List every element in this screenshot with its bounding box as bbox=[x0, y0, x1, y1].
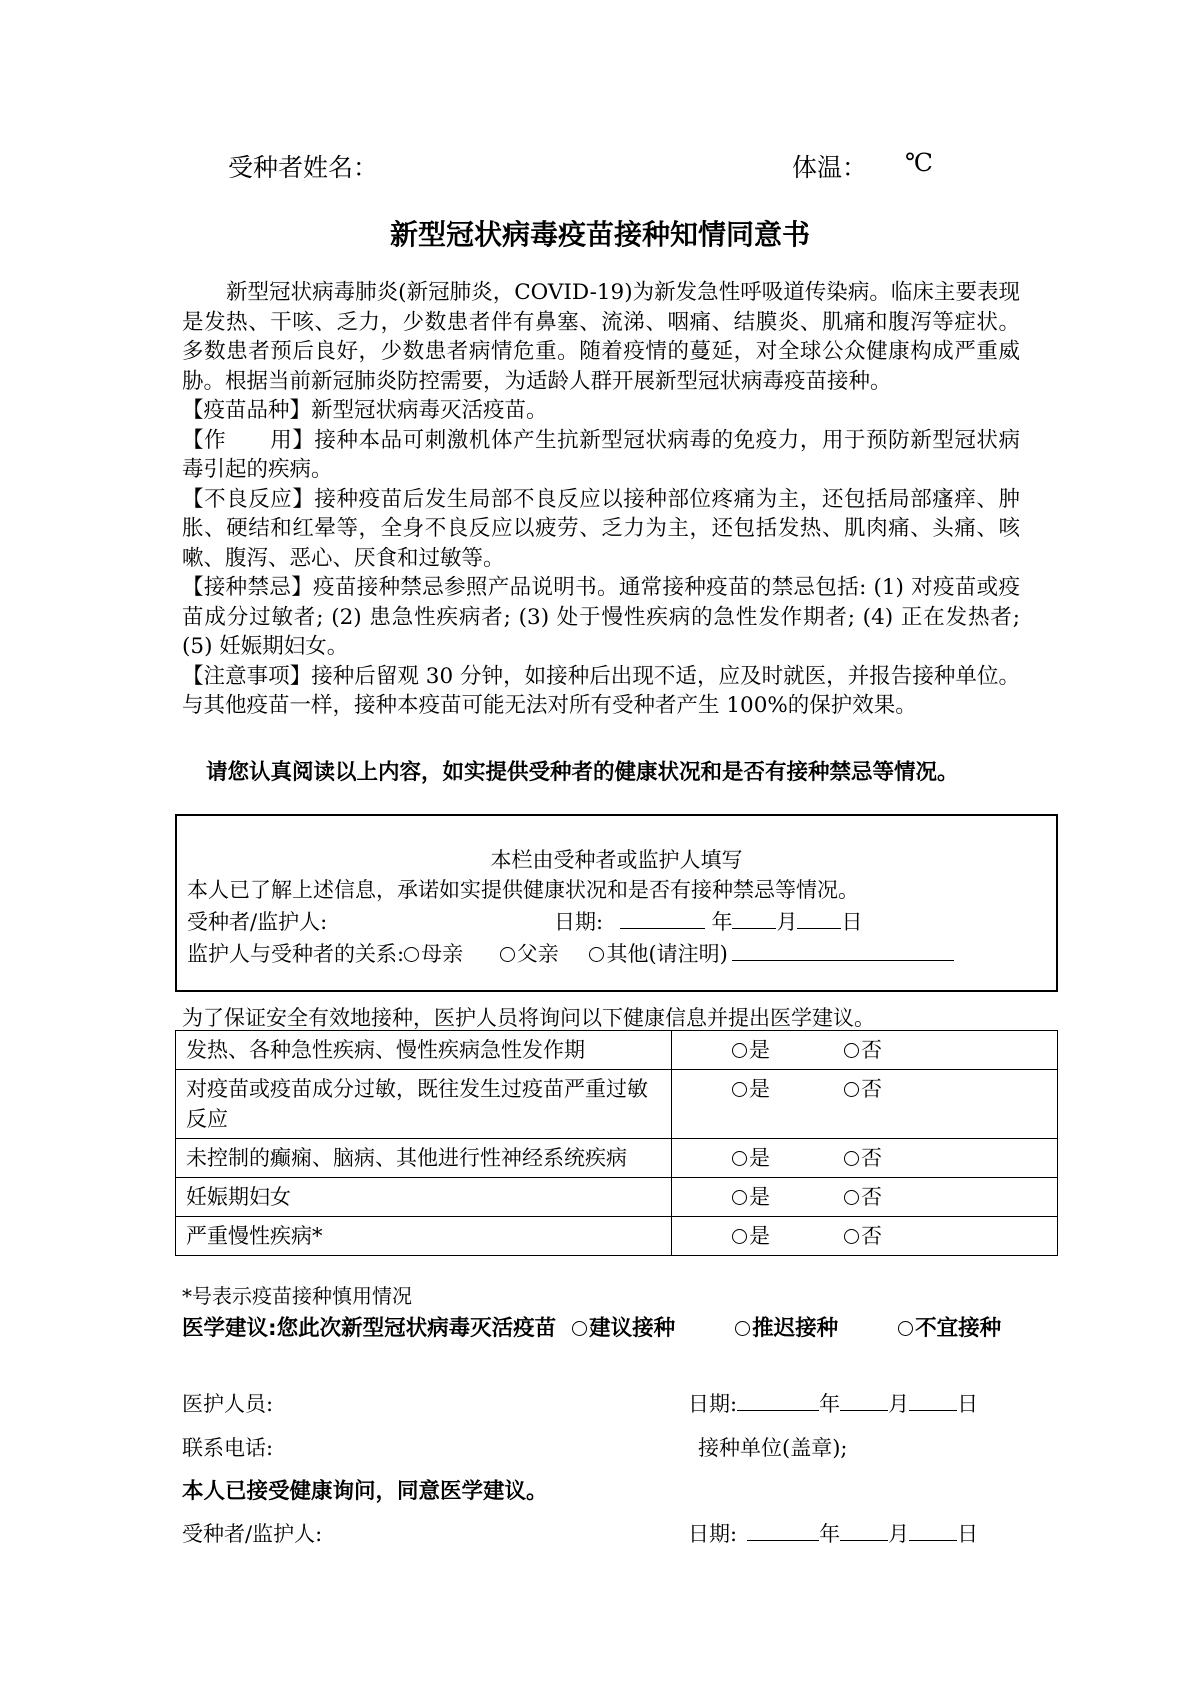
section-label: 【疫苗品种】 bbox=[182, 398, 312, 423]
day-blank[interactable] bbox=[909, 1520, 957, 1541]
recipient-name-label: 受种者姓名： bbox=[228, 153, 379, 182]
answer-no[interactable]: 否 bbox=[844, 1182, 956, 1212]
section-adverse-reactions bbox=[182, 485, 1020, 574]
temperature-unit: ℃ bbox=[905, 148, 933, 177]
section-label: 【接种禁忌】 bbox=[182, 575, 314, 600]
medical-advice-label: 医学建议:您此次新型冠状病毒灭活疫苗 bbox=[182, 1316, 557, 1341]
question-cell: 发热、各种急性疾病、慢性疾病急性发作期 bbox=[176, 1031, 672, 1070]
radio-circle-icon bbox=[572, 1321, 587, 1336]
question-cell: 严重慢性疾病* bbox=[176, 1217, 672, 1256]
relation-label: 监护人与受种者的关系: bbox=[187, 942, 405, 966]
answer-cell bbox=[672, 1031, 1058, 1070]
final-signer-label: 受种者/监护人: bbox=[182, 1522, 323, 1546]
section-text: 新型冠状病毒灭活疫苗。 bbox=[311, 398, 548, 423]
final-statement: 本人已接受健康询问，同意医学建议。 bbox=[182, 1479, 548, 1504]
radio-circle-icon bbox=[735, 1321, 750, 1336]
staff-label: 医护人员: bbox=[182, 1392, 274, 1416]
answer-yes[interactable]: 是 bbox=[732, 1143, 844, 1173]
answer-yes[interactable]: 是 bbox=[732, 1182, 844, 1212]
section-text: 接种本品可刺激机体产生抗新型冠状病毒的免疫力，用于预防新型冠状病毒引起的疾病。 bbox=[182, 427, 1020, 482]
day-blank[interactable] bbox=[797, 908, 841, 929]
radio-circle-icon bbox=[844, 1082, 859, 1097]
section-precautions bbox=[182, 662, 1020, 721]
vaccination-unit-label: 接种单位(盖章); bbox=[698, 1436, 848, 1460]
section-label: 【不良反应】 bbox=[182, 486, 315, 512]
year-blank[interactable] bbox=[620, 908, 705, 929]
temperature-label: 体温： bbox=[792, 153, 868, 182]
consent-statement: 本人已了解上述信息，承诺如实提供健康状况和是否有接种禁忌等情况。 bbox=[187, 878, 859, 902]
final-date-row bbox=[688, 1518, 978, 1548]
section-label: 【注意事项】 bbox=[182, 663, 312, 689]
answer-no[interactable]: 否 bbox=[844, 1221, 956, 1251]
advice-option-not-suitable[interactable]: 不宜接种 bbox=[898, 1310, 1001, 1348]
answer-no[interactable]: 否 bbox=[844, 1143, 956, 1173]
relation-row bbox=[187, 938, 954, 968]
document-title: 新型冠状病毒疫苗接种知情同意书 bbox=[389, 218, 810, 251]
radio-circle-icon bbox=[589, 947, 604, 962]
radio-circle-icon bbox=[844, 1043, 859, 1058]
table-row bbox=[176, 1139, 1058, 1178]
consent-date-row bbox=[554, 906, 862, 936]
month-label: 月 bbox=[888, 1392, 910, 1416]
medical-advice bbox=[182, 1310, 1042, 1348]
phone-label: 联系电话: bbox=[182, 1436, 274, 1460]
year-label: 年 bbox=[819, 1392, 841, 1416]
body-text bbox=[182, 278, 1020, 721]
radio-circle-icon bbox=[404, 947, 419, 962]
advice-option-postpone[interactable]: 推迟接种 bbox=[735, 1310, 838, 1348]
radio-circle-icon bbox=[844, 1229, 859, 1244]
staff-date-row bbox=[688, 1388, 978, 1418]
section-function bbox=[182, 426, 1020, 485]
month-blank[interactable] bbox=[840, 1390, 888, 1411]
table-row bbox=[176, 1178, 1058, 1217]
month-label: 月 bbox=[776, 910, 798, 934]
section-label: 【作 用】 bbox=[182, 427, 315, 453]
radio-circle-icon bbox=[732, 1151, 747, 1166]
question-cell: 对疫苗或疫苗成分过敏，既往发生过疫苗严重过敏反应 bbox=[176, 1070, 672, 1139]
table-row bbox=[176, 1070, 1058, 1139]
answer-yes[interactable]: 是 bbox=[732, 1221, 844, 1251]
month-blank[interactable] bbox=[840, 1520, 888, 1541]
answer-cell bbox=[672, 1070, 1058, 1139]
month-blank[interactable] bbox=[732, 908, 776, 929]
health-questions-table bbox=[175, 1030, 1058, 1256]
question-cell: 未控制的癫痫、脑病、其他进行性神经系统疾病 bbox=[176, 1139, 672, 1178]
section-text: 接种后留观 30 分钟，如接种后出现不适，应及时就医，并报告接种单位。与其他疫苗一样，接种本疫苗可能无法对所有受种者产生 100%的保护效果。 bbox=[182, 663, 1020, 718]
advice-option-recommend[interactable]: 建议接种 bbox=[572, 1310, 675, 1348]
relation-option-father[interactable]: 父亲 bbox=[500, 942, 559, 966]
day-blank[interactable] bbox=[909, 1390, 957, 1411]
radio-circle-icon bbox=[844, 1151, 859, 1166]
year-blank[interactable] bbox=[737, 1390, 819, 1411]
section-contraindications bbox=[182, 573, 1020, 662]
section-text: 疫苗接种禁忌参照产品说明书。通常接种疫苗的禁忌包括: (1) 对疫苗或疫苗成分过敏者; (2) 患急性疾病者; (3) 处于慢性疾病的急性发作期者; (4) 正在发热者; (5) 妊娠期妇女。 bbox=[182, 575, 1020, 659]
radio-circle-icon bbox=[732, 1229, 747, 1244]
radio-circle-icon bbox=[732, 1043, 747, 1058]
year-blank[interactable] bbox=[747, 1520, 819, 1541]
section-text: 接种疫苗后发生局部不良反应以接种部位疼痛为主，还包括局部瘙痒、肿胀、硬结和红晕等，全身不良反应以疲劳、乏力为主，还包括发热、肌肉痛、头痛、咳嗽、腹泻、恶心、厌食和过敏等。 bbox=[182, 486, 1020, 571]
radio-circle-icon bbox=[844, 1190, 859, 1205]
day-label: 日 bbox=[841, 910, 863, 934]
relation-option-other[interactable]: 其他(请注明) bbox=[589, 942, 727, 966]
radio-circle-icon bbox=[732, 1190, 747, 1205]
date-label: 日期: bbox=[554, 910, 604, 934]
answer-cell bbox=[672, 1139, 1058, 1178]
year-label: 年 bbox=[819, 1522, 841, 1546]
radio-circle-icon bbox=[732, 1082, 747, 1097]
footnote: *号表示疫苗接种慎用情况 bbox=[182, 1284, 412, 1308]
reading-notice: 请您认真阅读以上内容，如实提供受种者的健康状况和是否有接种禁忌等情况。 bbox=[206, 760, 959, 785]
consent-box bbox=[175, 814, 1058, 992]
answer-no[interactable]: 否 bbox=[844, 1035, 956, 1065]
month-label: 月 bbox=[888, 1522, 910, 1546]
table-row bbox=[176, 1031, 1058, 1070]
day-label: 日 bbox=[957, 1392, 979, 1416]
consent-box-heading: 本栏由受种者或监护人填写 bbox=[490, 848, 743, 872]
answer-cell bbox=[672, 1217, 1058, 1256]
consent-signer-label: 受种者/监护人: bbox=[187, 910, 328, 934]
relation-option-mother[interactable]: 母亲 bbox=[404, 942, 463, 966]
answer-yes[interactable]: 是 bbox=[732, 1035, 844, 1065]
date-label: 日期: bbox=[688, 1392, 738, 1416]
intro-paragraph: 新型冠状病毒肺炎(新冠肺炎，COVID-19)为新发急性呼吸道传染病。临床主要表现是发热、干咳、乏力，少数患者伴有鼻塞、流涕、咽痛、结膜炎、肌痛和腹泻等症状。多数患者预后良好，少数患者病情危重。随着疫情的蔓延，对全球公众健康构成严重威胁。根据当前新冠肺炎防控需要，为适龄人群开展新型冠状病毒疫苗接种。 bbox=[182, 280, 1020, 394]
answer-no[interactable]: 否 bbox=[844, 1074, 956, 1104]
question-cell: 妊娠期妇女 bbox=[176, 1178, 672, 1217]
table-row bbox=[176, 1217, 1058, 1256]
day-label: 日 bbox=[957, 1522, 979, 1546]
answer-cell bbox=[672, 1178, 1058, 1217]
relation-other-blank[interactable] bbox=[732, 940, 954, 961]
radio-circle-icon bbox=[898, 1321, 913, 1336]
year-label: 年 bbox=[711, 910, 733, 934]
health-intro: 为了保证安全有效地接种，医护人员将询问以下健康信息并提出医学建议。 bbox=[182, 1006, 875, 1030]
answer-yes[interactable]: 是 bbox=[732, 1074, 844, 1104]
radio-circle-icon bbox=[500, 947, 515, 962]
section-vaccine-type bbox=[182, 396, 1020, 426]
date-label: 日期: bbox=[688, 1522, 738, 1546]
